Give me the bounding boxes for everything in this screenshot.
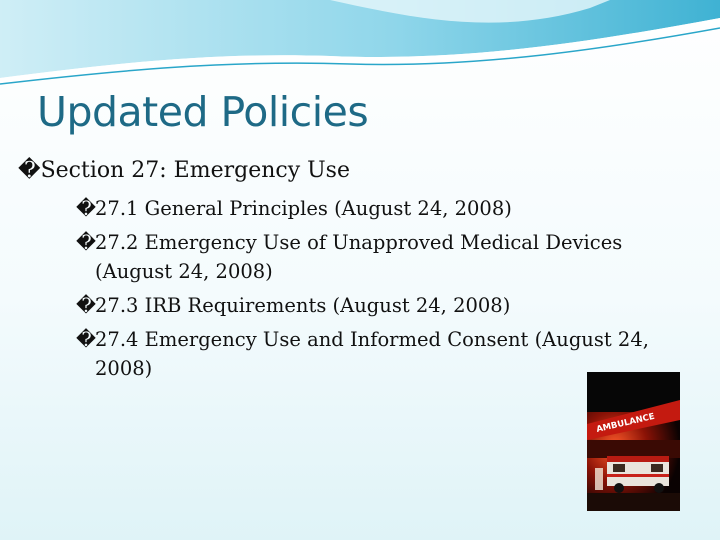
ambulance-illustration <box>587 372 680 511</box>
list-item <box>76 291 696 320</box>
bullet-glyph: � <box>76 231 96 254</box>
slide-title: Updated Policies <box>37 88 369 136</box>
list-item-text: 27.1 General Principles (August 24, 2008) <box>95 197 512 220</box>
list-item-text: 27.2 Emergency Use of Unapproved Medical Devices (August 24, 2008) <box>95 231 623 283</box>
list-item <box>76 228 696 286</box>
bullet-glyph: � <box>18 158 41 183</box>
section-heading-text: Section 27: Emergency Use <box>40 158 350 183</box>
section-heading <box>18 158 350 183</box>
bullet-glyph: � <box>76 328 96 351</box>
header-wave-decoration <box>0 0 720 90</box>
list-item-text: 27.3 IRB Requirements (August 24, 2008) <box>95 294 511 317</box>
policy-list <box>76 194 696 388</box>
bullet-glyph: � <box>76 197 96 220</box>
list-item-text: 27.4 Emergency Use and Informed Consent (August 24, 2008) <box>95 328 649 380</box>
bullet-glyph: � <box>76 294 96 317</box>
ambulance-sign-text: AMBULANCE <box>595 411 656 435</box>
list-item <box>76 194 696 223</box>
ambulance-photo <box>587 372 680 511</box>
